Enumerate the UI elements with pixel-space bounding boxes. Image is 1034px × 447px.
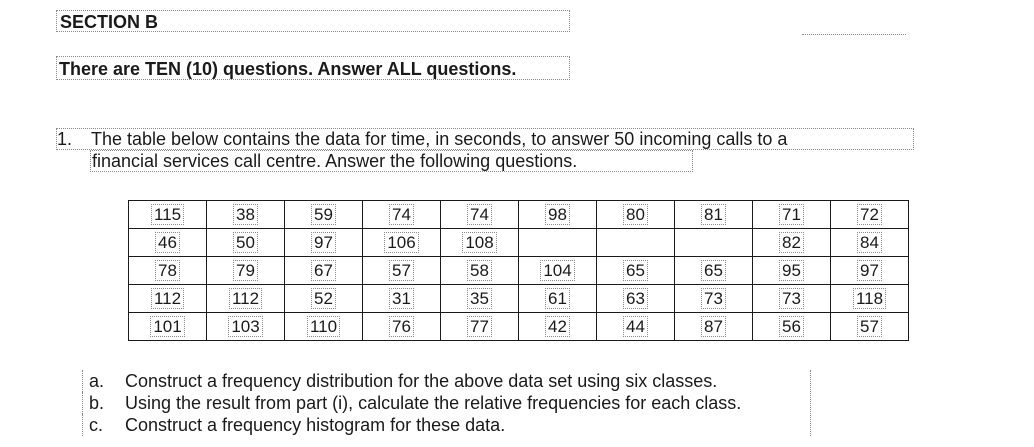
table-cell bbox=[519, 313, 597, 341]
table-cell bbox=[129, 201, 207, 229]
cell-value: 57 bbox=[389, 260, 414, 281]
part-label: c. bbox=[89, 415, 104, 435]
question-text-line-1: The table below contains the data for time, in seconds, to answer 50 incoming calls to a bbox=[91, 129, 788, 149]
cell-value: 31 bbox=[389, 288, 414, 309]
cell-value: 79 bbox=[233, 260, 258, 281]
table-cell bbox=[129, 257, 207, 285]
cell-value: 52 bbox=[311, 288, 336, 309]
cell-value: 112 bbox=[229, 288, 262, 309]
table-row bbox=[129, 285, 909, 313]
cell-value: 61 bbox=[545, 288, 570, 309]
cell-value: 63 bbox=[623, 288, 648, 309]
cell-value: 65 bbox=[623, 260, 648, 281]
table-row bbox=[129, 257, 909, 285]
cell-value: 50 bbox=[233, 232, 258, 253]
cell-value: 82 bbox=[779, 232, 804, 253]
table-cell bbox=[519, 257, 597, 285]
cell-value: 76 bbox=[389, 316, 414, 337]
table-cell bbox=[831, 313, 909, 341]
cell-value bbox=[712, 233, 716, 252]
table-cell bbox=[597, 201, 675, 229]
table-cell bbox=[831, 229, 909, 257]
cell-value: 56 bbox=[779, 316, 804, 337]
table-cell bbox=[597, 313, 675, 341]
part-b bbox=[82, 392, 810, 414]
table-cell bbox=[441, 201, 519, 229]
cell-value: 38 bbox=[233, 204, 258, 225]
cell-value: 46 bbox=[155, 232, 180, 253]
call-time-table bbox=[128, 200, 909, 341]
table-cell bbox=[597, 257, 675, 285]
table-cell bbox=[519, 201, 597, 229]
part-c bbox=[82, 414, 810, 436]
question-parts bbox=[82, 370, 811, 436]
cell-value: 73 bbox=[779, 288, 804, 309]
cell-value: 97 bbox=[857, 260, 882, 281]
answer-line bbox=[802, 34, 906, 35]
cell-value: 74 bbox=[467, 204, 492, 225]
table-cell bbox=[441, 285, 519, 313]
cell-value: 84 bbox=[857, 232, 882, 253]
section-instruction: There are TEN (10) questions. Answer ALL questions. bbox=[56, 56, 570, 80]
table-row bbox=[129, 229, 909, 257]
table-cell bbox=[675, 313, 753, 341]
cell-value: 44 bbox=[623, 316, 648, 337]
cell-value: 73 bbox=[701, 288, 726, 309]
table-row bbox=[129, 313, 909, 341]
table-cell bbox=[441, 257, 519, 285]
question-line-1 bbox=[56, 128, 914, 150]
table-cell bbox=[675, 229, 753, 257]
cell-value bbox=[634, 233, 638, 252]
cell-value: 98 bbox=[545, 204, 570, 225]
cell-value: 106 bbox=[384, 232, 418, 253]
cell-value: 103 bbox=[228, 316, 262, 337]
cell-value: 35 bbox=[467, 288, 492, 309]
table-cell bbox=[363, 313, 441, 341]
cell-value: 71 bbox=[779, 204, 804, 225]
cell-value: 77 bbox=[467, 316, 492, 337]
cell-value: 108 bbox=[462, 232, 496, 253]
cell-value: 101 bbox=[150, 316, 184, 337]
table-cell bbox=[285, 229, 363, 257]
cell-value: 42 bbox=[545, 316, 570, 337]
part-a bbox=[82, 370, 810, 392]
table-cell bbox=[129, 229, 207, 257]
cell-value: 115 bbox=[151, 204, 184, 225]
table-cell bbox=[285, 285, 363, 313]
part-text: Using the result from part (i), calculate the relative frequencies for each class. bbox=[125, 393, 742, 413]
table-cell bbox=[285, 257, 363, 285]
cell-value: 57 bbox=[857, 316, 882, 337]
cell-value: 118 bbox=[853, 288, 886, 309]
table-cell bbox=[831, 257, 909, 285]
cell-value: 104 bbox=[540, 260, 574, 281]
table-cell bbox=[753, 229, 831, 257]
part-label: a. bbox=[89, 371, 105, 391]
table-cell bbox=[597, 285, 675, 313]
table-cell bbox=[753, 285, 831, 313]
question-number: 1. bbox=[57, 129, 73, 149]
cell-value: 112 bbox=[151, 288, 184, 309]
table-cell bbox=[753, 201, 831, 229]
cell-value: 80 bbox=[623, 204, 648, 225]
cell-value: 78 bbox=[155, 260, 180, 281]
part-text: Construct a frequency distribution for the above data set using six classes. bbox=[125, 371, 718, 391]
cell-value: 97 bbox=[311, 232, 336, 253]
table-cell bbox=[285, 201, 363, 229]
table-cell bbox=[675, 257, 753, 285]
cell-value: 59 bbox=[311, 204, 336, 225]
table-cell bbox=[207, 257, 285, 285]
table-cell bbox=[207, 313, 285, 341]
table-cell bbox=[753, 313, 831, 341]
table-cell bbox=[675, 201, 753, 229]
cell-value: 87 bbox=[701, 316, 726, 337]
cell-value: 67 bbox=[311, 260, 336, 281]
table-cell bbox=[519, 285, 597, 313]
cell-value: 72 bbox=[857, 204, 882, 225]
table-cell bbox=[363, 201, 441, 229]
cell-value: 81 bbox=[701, 204, 726, 225]
cell-value: 65 bbox=[701, 260, 726, 281]
cell-value: 58 bbox=[467, 260, 492, 281]
table-cell bbox=[831, 201, 909, 229]
cell-value: 95 bbox=[779, 260, 804, 281]
section-title: SECTION B bbox=[56, 10, 570, 32]
table-cell bbox=[129, 285, 207, 313]
part-label: b. bbox=[89, 393, 105, 413]
part-text: Construct a frequency histogram for these data. bbox=[125, 415, 506, 435]
table-cell bbox=[441, 229, 519, 257]
table-cell bbox=[519, 229, 597, 257]
table-cell bbox=[753, 257, 831, 285]
cell-value: 74 bbox=[389, 204, 414, 225]
question-1 bbox=[56, 128, 914, 172]
cell-value: 110 bbox=[307, 316, 340, 337]
cell-value bbox=[556, 233, 560, 252]
table-cell bbox=[675, 285, 753, 313]
table-cell bbox=[129, 313, 207, 341]
table-cell bbox=[207, 201, 285, 229]
table-cell bbox=[441, 313, 519, 341]
table-cell bbox=[831, 285, 909, 313]
table-cell bbox=[207, 285, 285, 313]
table-cell bbox=[207, 229, 285, 257]
table-cell bbox=[597, 229, 675, 257]
table-cell bbox=[285, 313, 363, 341]
table-row bbox=[129, 201, 909, 229]
table-cell bbox=[363, 229, 441, 257]
question-text-line-2: financial services call centre. Answer the following questions. bbox=[90, 150, 693, 172]
table-cell bbox=[363, 257, 441, 285]
table-cell bbox=[363, 285, 441, 313]
